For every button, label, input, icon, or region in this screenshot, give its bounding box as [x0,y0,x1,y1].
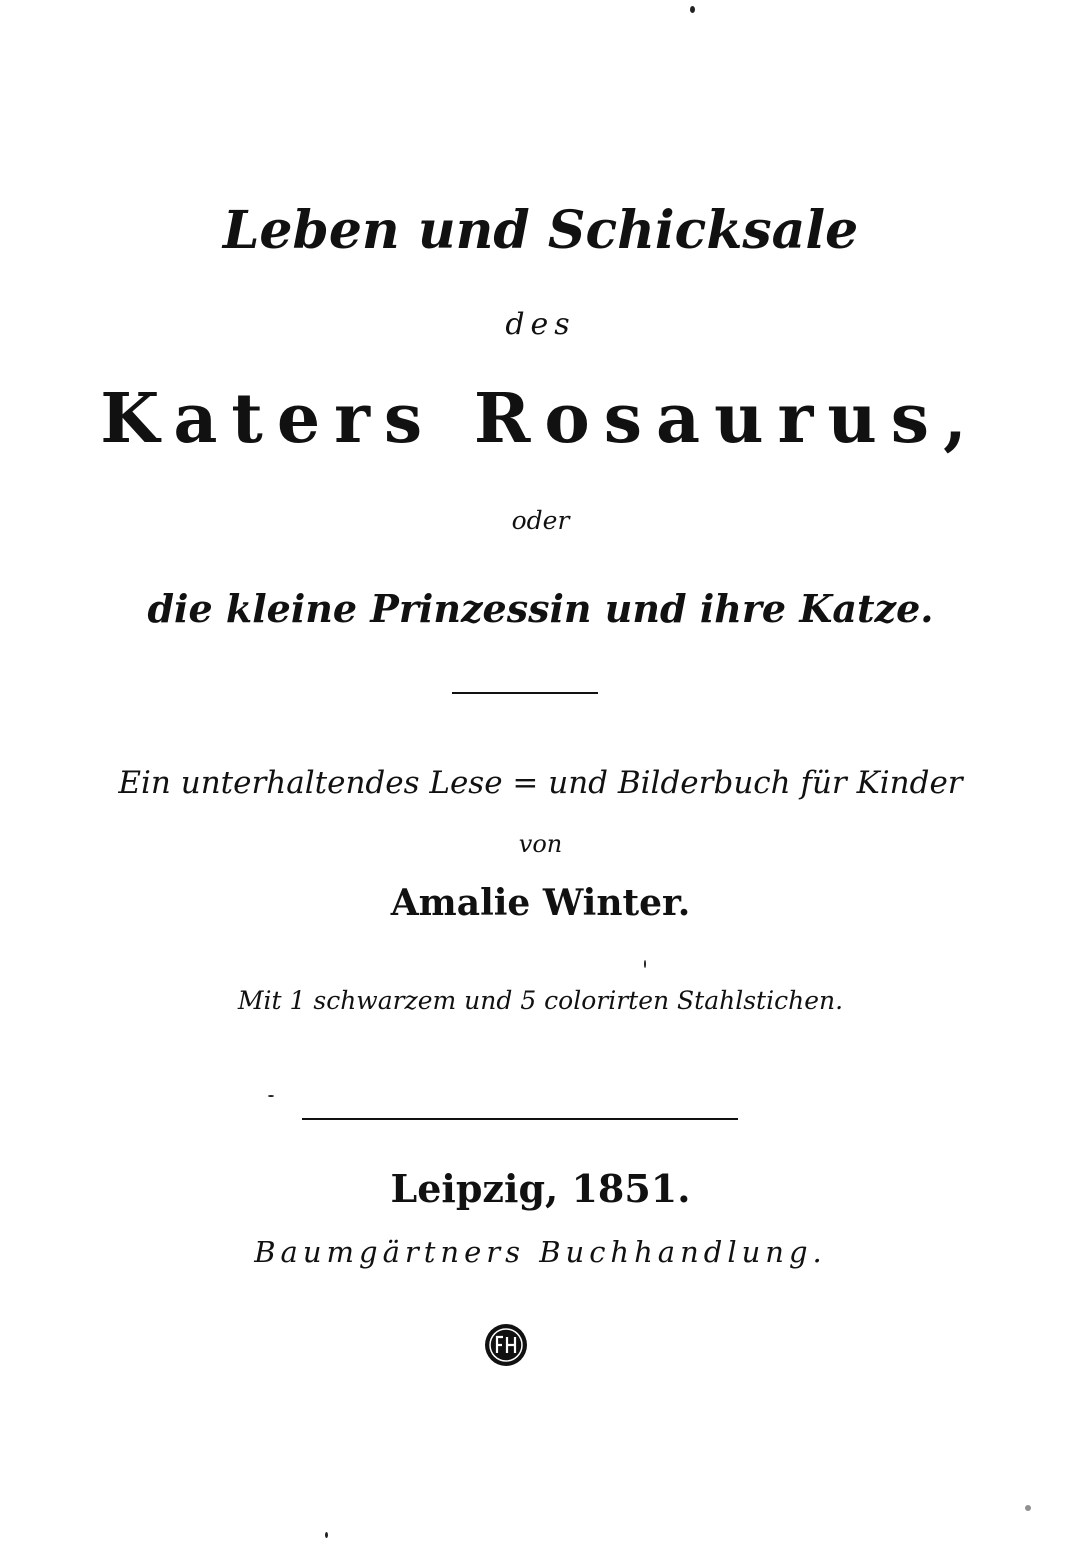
title-line-2: des [505,307,576,342]
scan-speck [690,6,695,13]
title-line-1: Leben und Schicksale [222,200,859,261]
long-divider [302,1118,738,1120]
description: Ein unterhaltendes Lese = und Bilderbuch für Kinder [118,765,963,801]
connector-word: oder [511,506,570,535]
publisher-name: Baumgärtners Buchhandlung. [254,1235,827,1269]
scan-speck [325,1532,328,1538]
scan-speck [1025,1505,1031,1511]
title-line-3: Katers Rosaurus, [100,379,981,459]
illustrations-note: Mit 1 schwarzem und 5 colorirten Stahlstichen. [237,986,844,1015]
scan-speck [644,960,646,968]
scan-speck [268,1095,274,1097]
short-divider [452,692,598,694]
place-and-year: Leipzig, 1851. [390,1166,691,1211]
author-name: Amalie Winter. [390,882,691,924]
subtitle: die kleine Prinzessin und ihre Katze. [147,586,934,631]
publisher-emblem-icon [483,1322,529,1368]
by-word: von [518,830,563,858]
